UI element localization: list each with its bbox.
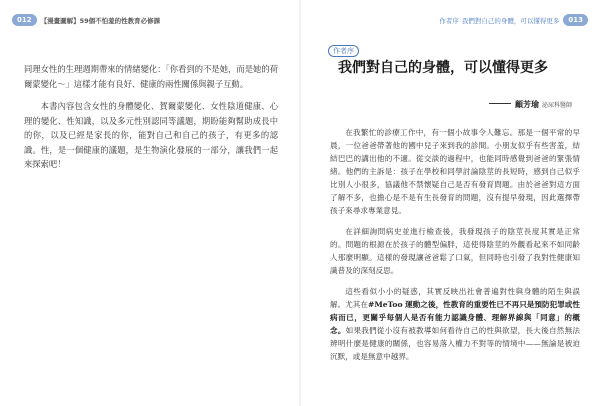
left-page-number: 012 <box>12 14 37 26</box>
right-paragraph-3 <box>330 285 580 363</box>
right-section-title: 我們對自己的身體，可以懂得更多 <box>461 16 560 25</box>
author-name: 顧芳瑜 <box>514 100 539 109</box>
right-paragraph-3-lead: 這些看似小小的疑惑，其實反映出社會普遍對性與身體的陌生與誤解。尤其在 <box>330 287 580 309</box>
author-dash <box>489 103 511 104</box>
right-running-header <box>439 14 588 26</box>
left-running-header <box>12 14 164 26</box>
right-page-number: 013 <box>563 14 588 26</box>
right-paragraph-3-emphasis: #MeToo 運動之後，性教育的重要性已不再只是預防犯罪或性病而已，更關乎每個人是否有能力認識身體、理解界線與「同意」的概念。 <box>330 300 581 335</box>
preface-badge: 作者序 <box>328 45 359 57</box>
left-paragraph-1: 同理女性的生理週期帶來的情緒變化：「你看到的不是她，而是她的荷爾蒙變化～」這樣才能有良好、健康的兩性關係與親子互動。 <box>24 64 278 89</box>
author-role: 泌尿科醫師 <box>541 102 572 109</box>
left-body-text <box>24 62 278 180</box>
left-paragraph-2: 本書內容包含女性的身體變化、賀爾蒙變化、女性陰道健康、心理的變化、性知識，以及多元性別認同等議題，期盼能夠幫助成長中的你，以及已經是家長的你，能對自己和自己的孩子，有更多的認識。性，是一個健康的議題，是生物演化發展的一部分，讓我們一起來探索吧！ <box>24 101 278 169</box>
right-paragraph-1: 在我繁忙的診療工作中，有一個小故事令人難忘。那是一個平常的早晨，一位爸爸帶著他的國中兒子來到我的診間。小朋友似乎有些害羞，結結巴巴的講出他的不適。從交談的過程中，也能同時感覺到爸爸的緊張情緒。他們的主訴是：孩子在學校和同學討論陰莖的長短時，感到自己似乎比別人小很多，協議他不禁懷疑自己是否有發育問題。由於爸爸對這方面了解不多，也擔心是不是有生長發育的問題，沒有提早發現，因此選擇帶孩子來尋求專業意見。 <box>330 128 580 215</box>
chapter-title: 我們對自己的身體，可以懂得更多 <box>338 60 548 76</box>
right-paragraph-3-tail: 如果我們從小沒有被教導如何看待自己的性與欲望，長大後自然無法辨明什麼是健康的關係，也容易落入權力不對等的情境中——無論是被迫沉默，或是無意中越界。 <box>330 326 580 361</box>
left-book-title: 【漫畫圖解】59個不怕羞的性教育必修課 <box>40 16 161 25</box>
right-section-tag: 作者序 <box>439 16 459 25</box>
right-paragraph-2: 在詳細詢問病史並進行檢查後，我發現孩子的陰莖長度其實是正常的。問題的根源在於孩子的體型偏胖，這使得陰莖的外觀看起來不如同齡人那麼明顯。這樣的發現讓爸爸鬆了口氣，但同時也引發了我對性健康知識普及的深刻反思。 <box>330 227 580 275</box>
author-line <box>489 99 572 110</box>
right-body-text <box>330 126 580 371</box>
